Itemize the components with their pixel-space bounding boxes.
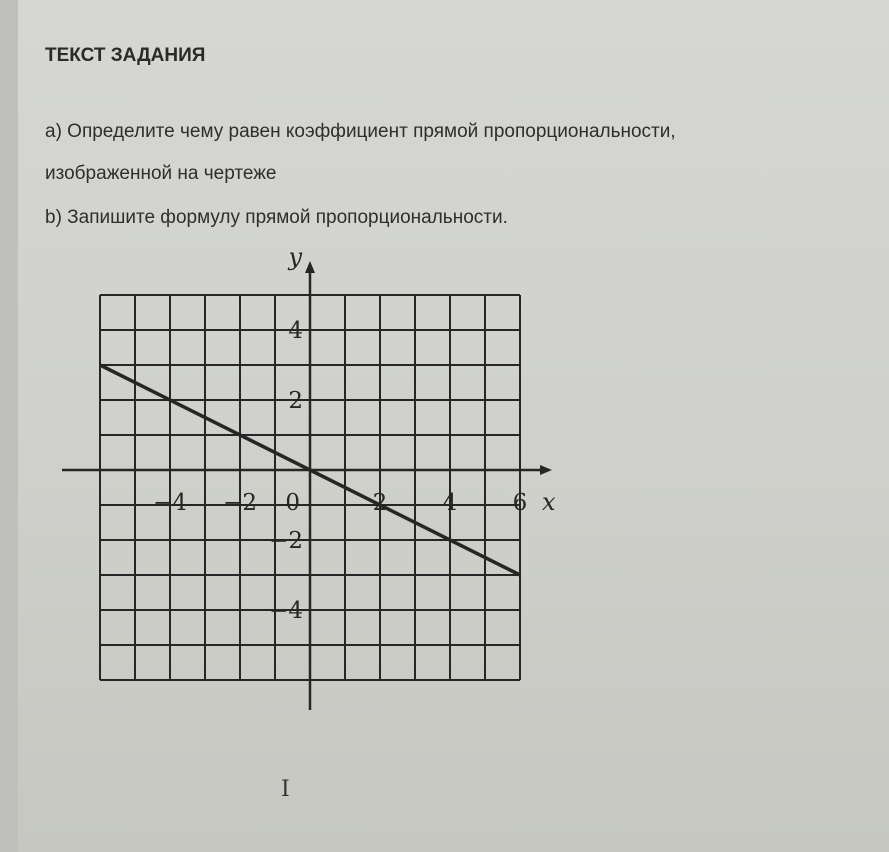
y-tick-label: −2: [269, 528, 303, 554]
task-part-b-line: b) Запишите формулу прямой пропорциональности.: [45, 207, 508, 228]
text-cursor-icon: I: [281, 777, 290, 802]
origin-label: 0: [285, 490, 300, 516]
y-tick-label: 2: [288, 388, 303, 414]
y-tick-label: 4: [288, 318, 303, 344]
task-part-a-line-2: изображенной на чертеже: [45, 163, 277, 184]
coordinate-graph: [58, 248, 578, 718]
y-axis-label: y: [288, 248, 302, 271]
x-tick-label: 6: [512, 490, 528, 516]
x-axis-arrow: [540, 465, 552, 475]
x-tick-label: −4: [153, 490, 187, 516]
task-part-a-line-1: a) Определите чему равен коэффициент прямой пропорциональности,: [45, 121, 676, 142]
x-tick-label: −2: [223, 490, 257, 516]
y-tick-label: −4: [269, 598, 303, 624]
x-tick-label: 2: [372, 490, 388, 516]
y-axis-arrow: [305, 261, 315, 273]
x-axis-label: x: [542, 488, 556, 516]
x-tick-label: 4: [442, 490, 458, 516]
task-page: [18, 0, 889, 852]
task-heading: ТЕКСТ ЗАДАНИЯ: [45, 45, 206, 66]
